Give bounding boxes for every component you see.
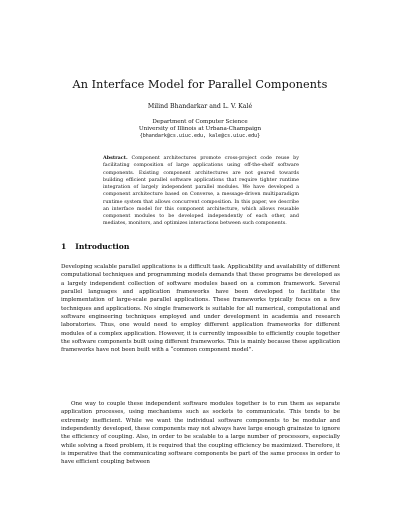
paper-authors: Milind Bhandarkar and L. V. Kalé [147,103,253,110]
abstract-label: Abstract. [103,155,128,161]
paper-title: An Interface Model for Parallel Components [72,78,328,91]
abstract-text: Component architectures promote cross-project code reuse by facilitating composition of large applications using off-the-shelf software components. Existing component architectures are not geared towards building efficient parallel software applications that require tighter runtime integration of largely independent parallel modules. We have developed a component architecture based on Converse, a message-driven multiparadigm runtime system that allows concurrent composition. In this paper, we describe an interface model for this component architecture, which allows reusable component modules to be developed independently of each other, and mediates, monitors, and optimizes interactions between such components. [103,155,299,227]
section-number: 1 [61,242,67,251]
section-title: Introduction [75,242,130,251]
abstract [103,155,299,228]
body-paragraph-1: Developing scalable parallel applications is a difficult task. Applicability and availability of different computational techniques and programming models demands that these programs be developed as a largely independent collection of software modules based on a common framework. Several parallel languages and application frameworks have been developed to facilitate the implementation of large-scale parallel applications. These frameworks typically focus on a few techniques and applications. No single framework is suitable for all numerical, computational and software engineering techniques employed and under development in academia and research laboratories. Thus, one would need to employ different application frameworks for different modules of a complex application. However, it is currently impossible to efficiently couple together the software components built using different frameworks. This is mainly because these application frameworks have not been built with a “common component model”. [61,264,340,354]
department: Department of Computer Science [152,119,248,125]
author-affiliation [40,119,360,141]
section-heading [61,242,129,251]
body-paragraph-2: One way to couple these independent software modules together is to run them as separate application processes, using mechanisms such as sockets to communicate. This tends to be extremely inefficient. While we want the individual software components to be modular and independently developed, these components may not always have large enough grainsize to ignore the efficiency of coupling. Also, in order to be scalable to a large number of processors, especially while solving a fixed problem, it is required that the coupling efficiency be maximized. Therefore, it is imperative that the communicating software components be part of the same process in order to have efficient coupling between [61,401,340,466]
author-emails: {bhandark@cs.uiuc.edu, kale@cs.uiuc.edu} [139,133,261,140]
university: University of Illinois at Urbana-Champaign [138,126,262,133]
